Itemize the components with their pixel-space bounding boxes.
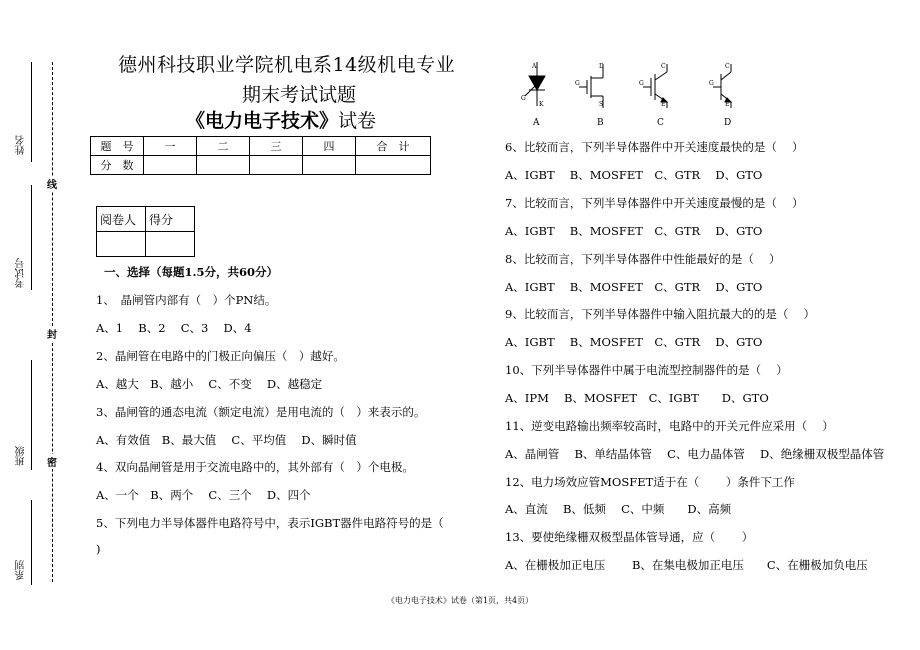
question-line: 3、晶闸管的通态电流（额定电流）是用电流的（ ）来表示的。 — [96, 405, 426, 419]
svg-text:G: G — [575, 80, 580, 87]
symbol-label-c: C — [657, 118, 664, 128]
svg-text:S: S — [599, 101, 604, 108]
score-table-header-row — [91, 137, 431, 156]
question-line: ) — [96, 542, 101, 556]
device-symbols-figure — [515, 60, 755, 112]
question-line: 2、晶闸管在电路中的门极正向偏压（ ）越好。 — [96, 349, 345, 363]
seal-char-mi: 密 — [47, 454, 57, 469]
score-cell — [250, 156, 303, 175]
score-cell: 一 — [144, 137, 197, 156]
answer-line: A、IGBT B、MOSFET C、GTR D、GTO — [505, 224, 763, 238]
grader-label: 阅卷人 — [97, 207, 146, 232]
exam-id-label: 考试号 — [16, 258, 27, 288]
name-label: 姓名 — [16, 135, 27, 155]
class-line — [31, 360, 32, 470]
answer-line: A、晶闸管 B、单结晶体管 C、电力晶体管 D、绝缘栅双极型晶体管 — [505, 447, 885, 461]
course-title — [186, 106, 376, 133]
grader-table — [96, 206, 195, 257]
page-footer: 《电力电子技术》试卷（第1页，共4页） — [386, 596, 534, 605]
course-suffix: 试卷 — [338, 110, 377, 132]
score-cell: 题 号 — [91, 137, 144, 156]
svg-text:C: C — [661, 63, 666, 70]
question-line: 1、 晶闸管内部有（ ）个PN结。 — [96, 293, 277, 307]
seal-char-seal: 封 — [47, 326, 57, 341]
question-line: 13、要使绝缘栅双极型晶体管导通，应（ ） — [505, 530, 754, 544]
grader-blank-cell — [97, 232, 146, 257]
score-cell: 分 数 — [91, 156, 144, 175]
question-line: 10、下列半导体器件中属于电流型控制器件的是（ ） — [505, 363, 788, 377]
grader-blank-row — [97, 232, 195, 257]
symbol-d-icon — [709, 63, 731, 108]
score-cell — [356, 156, 431, 175]
answer-line: A、IGBT B、MOSFET C、GTR D、GTO — [505, 335, 763, 349]
score-cell: 四 — [303, 137, 356, 156]
svg-text:G: G — [709, 80, 714, 87]
score-cell: 三 — [250, 137, 303, 156]
symbol-a-icon — [521, 62, 545, 108]
question-line: 8、比较而言，下列半导体器件中性能最好的是（ ） — [505, 252, 781, 266]
answer-line: A、1 B、2 C、3 D、4 — [96, 321, 252, 335]
answer-line: A、直流 B、低频 C、中频 D、高频 — [505, 502, 732, 516]
answer-line: A、有效值 B、最大值 C、平均值 D、瞬时值 — [96, 433, 357, 447]
score-cell — [303, 156, 356, 175]
class-label: 班级 — [16, 446, 27, 466]
score-label: 得分 — [146, 207, 195, 232]
exam-title-line2: 期末考试试题 — [242, 84, 357, 106]
score-table-score-row — [91, 156, 431, 175]
svg-text:E: E — [725, 101, 730, 108]
symbol-c-icon — [639, 63, 667, 108]
question-line: 4、双向晶闸管是用于交流电路中的，其外部有（ ）个电极。 — [96, 460, 414, 474]
svg-text:G: G — [521, 95, 526, 102]
score-table — [90, 136, 431, 175]
svg-text:K: K — [539, 101, 544, 108]
answer-line: A、一个 B、两个 C、三个 D、四个 — [96, 488, 311, 502]
answer-line: A、IGBT B、MOSFET C、GTR D、GTO — [505, 168, 763, 182]
score-cell — [144, 156, 197, 175]
question-line: 12、电力场效应管MOSFET适于在（ ）条件下工作 — [505, 475, 795, 489]
score-blank-cell — [146, 232, 195, 257]
symbol-label-b: B — [597, 118, 604, 128]
question-line: 7、比较而言，下列半导体器件中开关速度最慢的是（ ） — [505, 196, 804, 210]
answer-line: A、在栅极加正电压 B、在集电极加正电压 C、在栅极加负电压 — [505, 558, 868, 572]
score-cell — [197, 156, 250, 175]
section-heading: 一、选择（每题1.5分，共60分） — [104, 265, 279, 279]
grader-header-row — [97, 207, 195, 232]
svg-text:C: C — [725, 63, 730, 70]
dept-label: 系别 — [16, 560, 27, 580]
dept-line — [31, 500, 32, 585]
svg-text:G: G — [639, 80, 644, 87]
symbol-label-a: A — [533, 118, 540, 128]
course-name: 《电力电子技术》 — [186, 110, 339, 132]
question-line: 6、比较而言，下列半导体器件中开关速度最快的是（ ） — [505, 140, 804, 154]
score-cell: 二 — [197, 137, 250, 156]
exam-id-line — [31, 185, 32, 290]
name-line — [31, 62, 32, 162]
symbol-b-icon — [575, 63, 604, 108]
svg-text:A: A — [532, 63, 537, 70]
exam-title-line1: 德州科技职业学院机电系14级机电专业 — [118, 54, 456, 76]
answer-line: A、越大 B、越小 C、不变 D、越稳定 — [96, 377, 323, 391]
svg-text:E: E — [661, 101, 666, 108]
score-cell: 合 计 — [356, 137, 431, 156]
seal-char-line: 线 — [47, 176, 57, 191]
symbol-label-d: D — [724, 118, 732, 128]
question-line: 5、下列电力半导体器件电路符号中，表示IGBT器件电路符号的是（ — [96, 516, 444, 530]
svg-text:D: D — [599, 63, 604, 70]
answer-line: A、IGBT B、MOSFET C、GTR D、GTO — [505, 280, 763, 294]
answer-line: A、IPM B、MOSFET C、IGBT D、GTO — [505, 391, 769, 405]
question-line: 11、逆变电路输出频率较高时，电路中的开关元件应采用（ ） — [505, 419, 834, 433]
binding-line — [52, 62, 53, 582]
question-line: 9、比较而言，下列半导体器件中输入阻抗最大的的是（ ） — [505, 307, 815, 321]
